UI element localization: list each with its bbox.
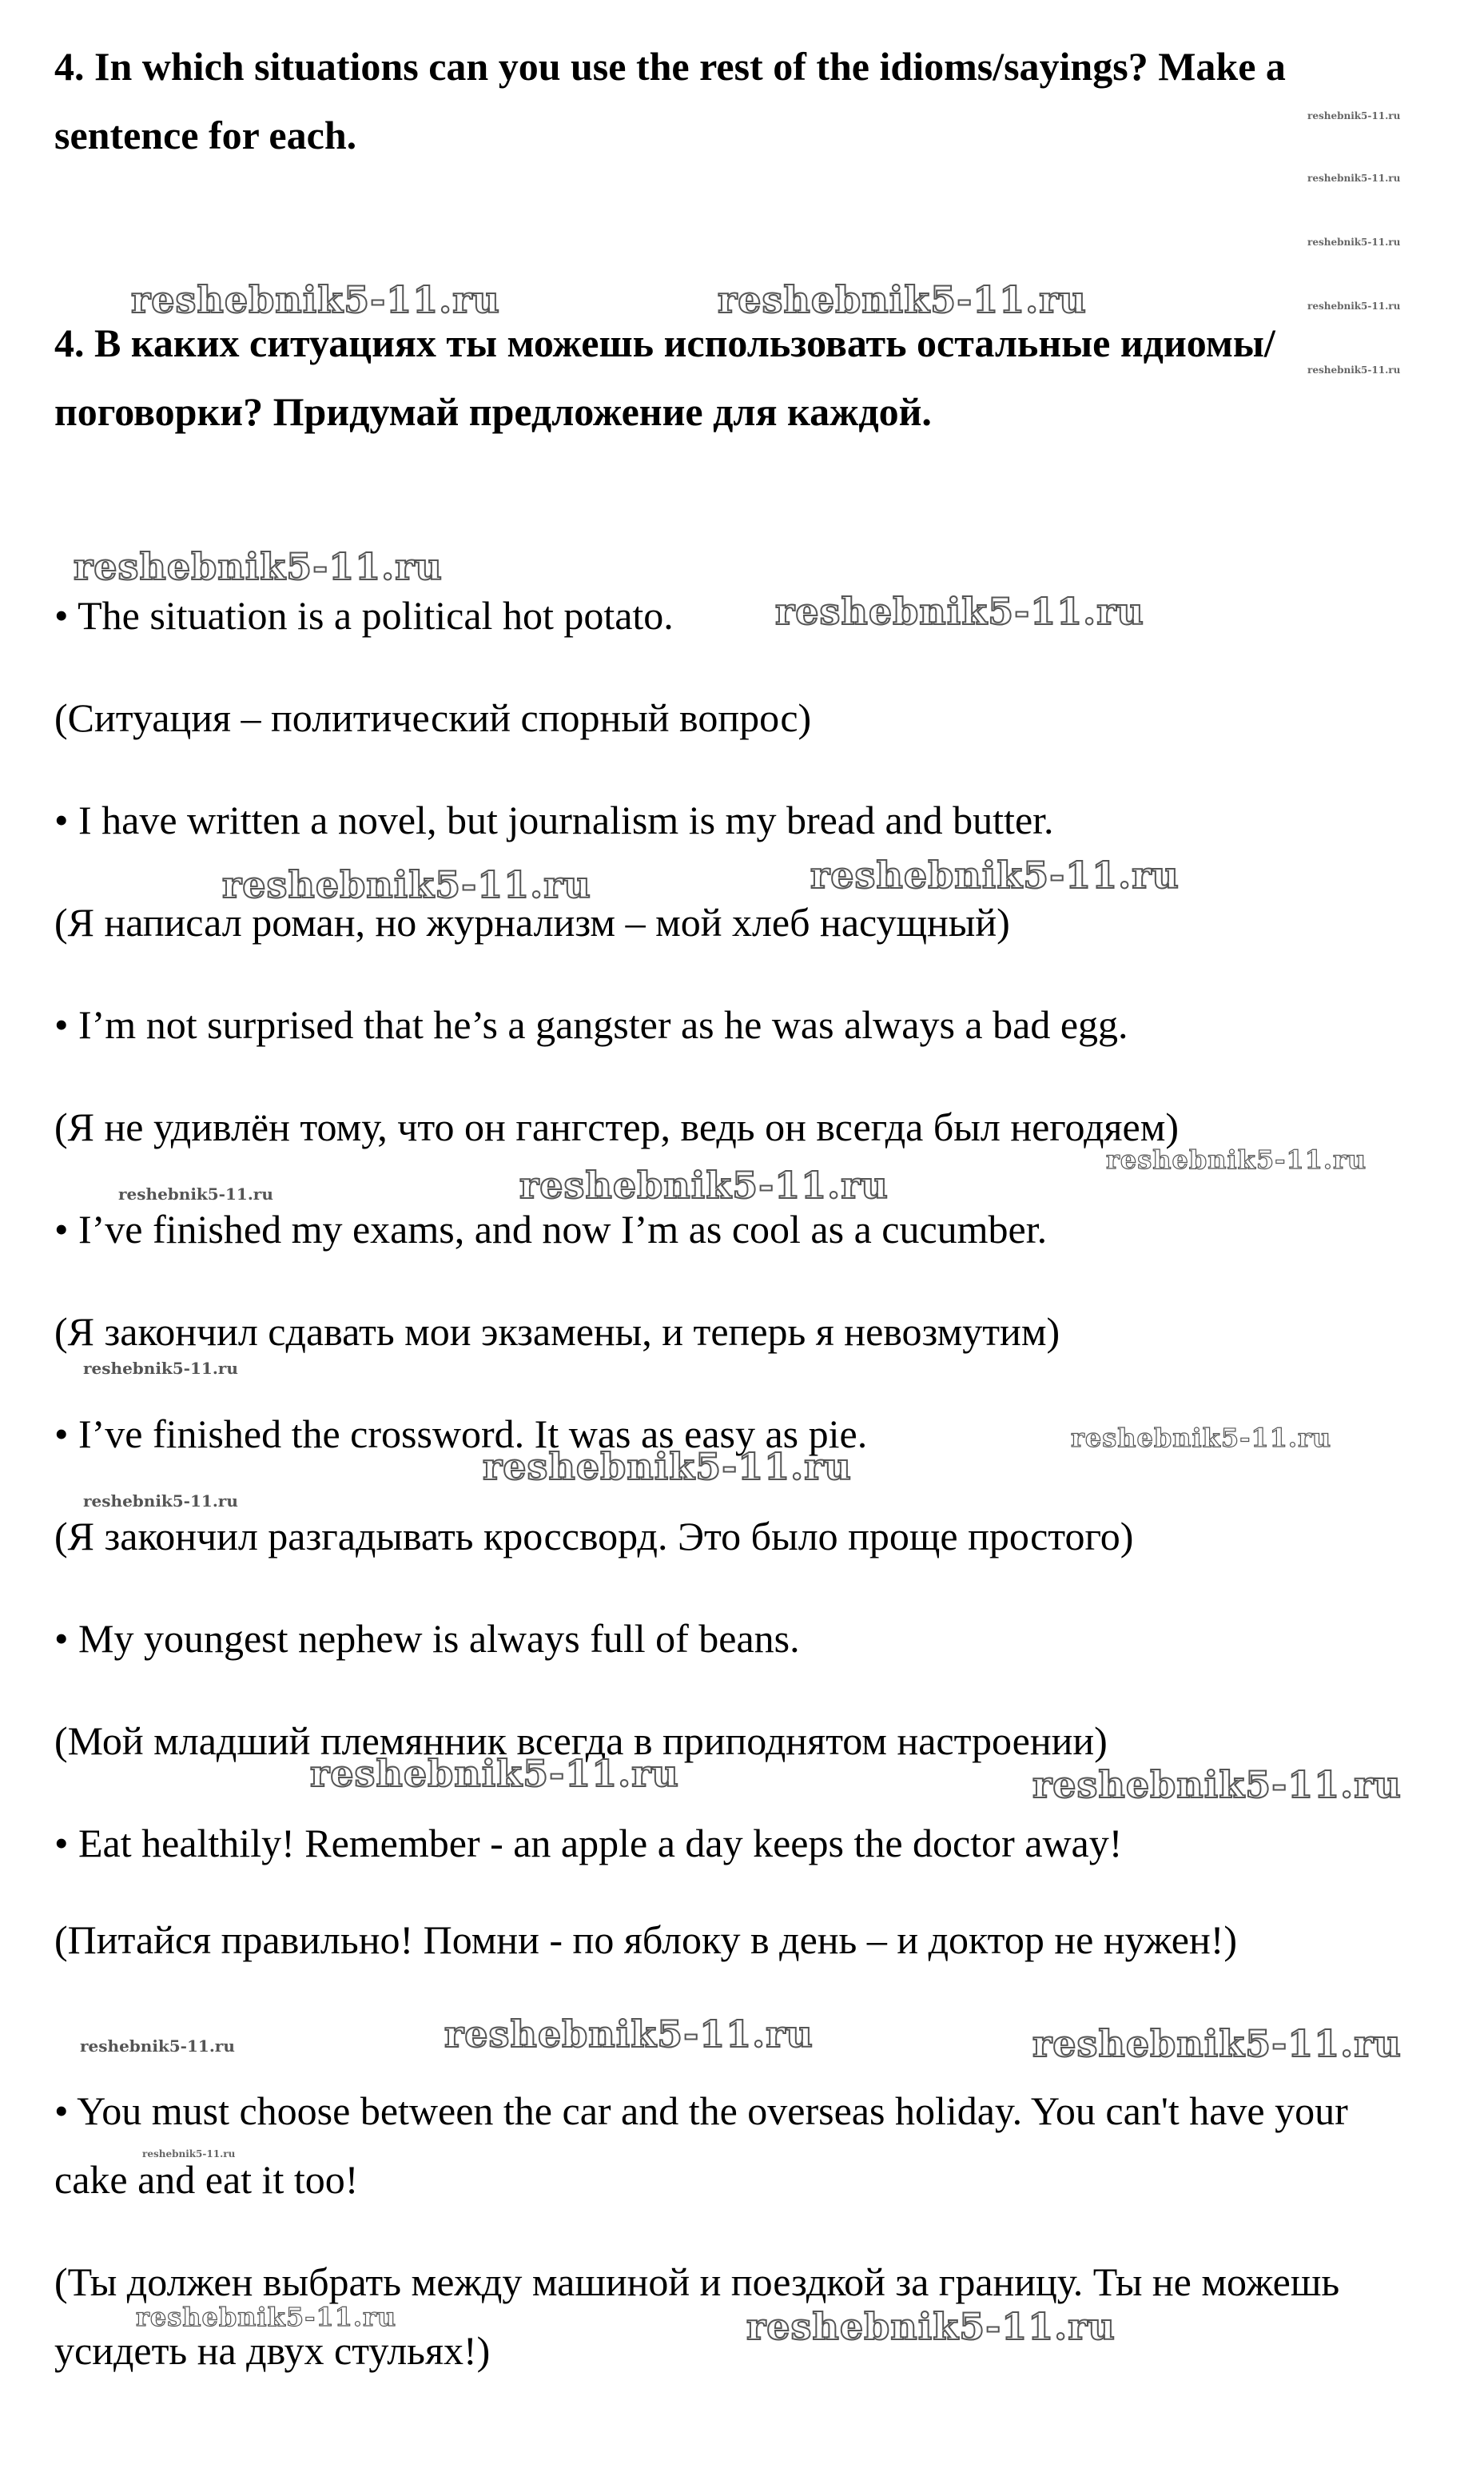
answer-6-english: • My youngest nephew is always full of beans. [54, 1616, 800, 1661]
task-heading-english: 4. In which situations can you use the rest of the idioms/sayings? Make a sentence for each. [54, 44, 1286, 157]
answer-7-russian: (Питайся правильно! Помни - по яблоку в день – и доктор не нужен!) [54, 1917, 1238, 1962]
answer-6-russian: (Мой младший племянник всегда в приподнятом настроении) [54, 1718, 1108, 1763]
watermark: reshebnik5-11.ru [83, 1359, 238, 1378]
watermark: reshebnik5-11.ru [775, 590, 1144, 633]
watermark: reshebnik5-11.ru [746, 2305, 1116, 2348]
watermark: reshebnik5-11.ru [1071, 1423, 1332, 1453]
answer-7-english: • Eat healthily! Remember - an apple a day keeps the doctor away! [54, 1821, 1123, 1865]
watermark: reshebnik5-11.ru [810, 854, 1180, 897]
watermark: reshebnik5-11.ru [483, 1445, 852, 1488]
answer-4-russian: (Я закончил сдавать мои экзамены, и теперь я невозмутим) [54, 1309, 1060, 1354]
task-heading-russian: 4. В каких ситуациях ты можешь использовать остальные идиомы/поговорки? Придумай предложение для каждой. [54, 320, 1275, 434]
watermark: reshebnik5-11.ru [74, 545, 443, 588]
watermark: reshebnik5-11.ru [1307, 364, 1401, 376]
answer-1-russian: (Ситуация – политический спорный вопрос) [54, 695, 812, 740]
answer-2-english: • I have written a novel, but journalism is my bread and butter. [54, 798, 1054, 842]
answer-5-english: • I’ve finished the crossword. It was as easy as pie. [54, 1411, 868, 1456]
watermark: reshebnik5-11.ru [1307, 173, 1401, 184]
watermark: reshebnik5-11.ru [310, 1752, 679, 1795]
answer-2-russian: (Я написал роман, но журнализм – мой хлеб насущный) [54, 900, 1010, 945]
watermark: reshebnik5-11.ru [718, 278, 1087, 321]
watermark: reshebnik5-11.ru [1307, 301, 1401, 312]
answer-8-english: • You must choose between the car and the overseas holiday. You can't have your cake and eat it too! [54, 2088, 1348, 2202]
answer-1-english: • The situation is a political hot potato. [54, 593, 674, 638]
watermark: reshebnik5-11.ru [1106, 1144, 1367, 1175]
watermark: reshebnik5-11.ru [519, 1164, 889, 1207]
watermark: reshebnik5-11.ru [136, 2302, 397, 2332]
watermark: reshebnik5-11.ru [80, 2036, 235, 2056]
watermark: reshebnik5-11.ru [222, 863, 591, 906]
watermark: reshebnik5-11.ru [444, 2012, 814, 2056]
answer-3-russian: (Я не удивлён тому, что он гангстер, ведь он всегда был негодяем) [54, 1105, 1180, 1149]
answer-5-russian: (Я закончил разгадывать кроссворд. Это было проще простого) [54, 1514, 1134, 1558]
watermark: reshebnik5-11.ru [131, 278, 500, 321]
watermark: reshebnik5-11.ru [118, 1184, 273, 1204]
watermark: reshebnik5-11.ru [1307, 110, 1401, 121]
watermark: reshebnik5-11.ru [1307, 237, 1401, 248]
answer-3-english: • I’m not surprised that he’s a gangster as he was always a bad egg. [54, 1002, 1128, 1047]
answer-8-russian: (Ты должен выбрать между машиной и поездкой за границу. Ты не можешь усидеть на двух стульях!) [54, 2259, 1340, 2373]
watermark: reshebnik5-11.ru [142, 2148, 236, 2160]
watermark: reshebnik5-11.ru [1032, 1763, 1402, 1806]
watermark: reshebnik5-11.ru [1032, 2022, 1402, 2065]
answer-4-english: • I’ve finished my exams, and now I’m as cool as a cucumber. [54, 1207, 1048, 1252]
watermark: reshebnik5-11.ru [83, 1491, 238, 1511]
